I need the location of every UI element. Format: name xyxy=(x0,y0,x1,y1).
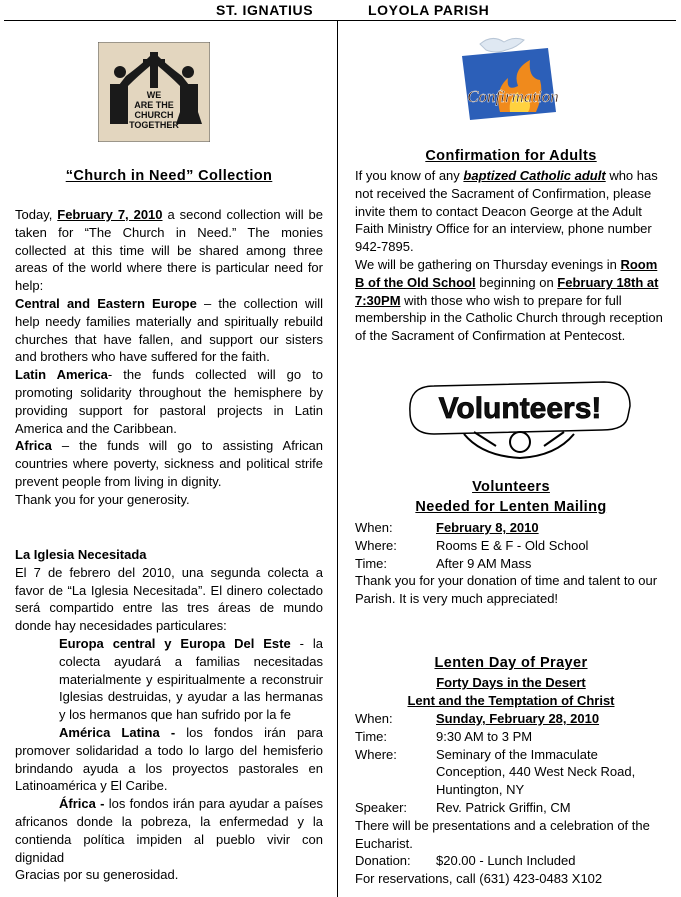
confirmation-paragraph-1 xyxy=(355,167,667,256)
intro-text-a: Today, xyxy=(15,207,58,222)
confirmation-logo xyxy=(440,34,582,124)
cee-text: – the collection will help needy families materially and spiritually rebuild churches that have fallen, and support our sisters and brothers who have suffered for the faith. xyxy=(15,295,324,365)
conf-p2-b: beginning on xyxy=(475,274,558,290)
cee-paragraph xyxy=(15,295,323,366)
europa-text: - la colecta ayudará a familias necesitadas materialmente y espiritualmente a reconstruir Iglesias destruidas, y ayudar a las hermanas y los hermanos que han sufrido por la fe xyxy=(59,635,324,723)
conf-p2-a: We will be gathering on Thursday evenings in xyxy=(355,256,621,272)
collection-date: February 7, 2010 xyxy=(57,207,163,222)
africa-text: – the funds will go to assisting African countries where poverty, sickness and political strife prevent people from living in dignity. xyxy=(15,438,323,489)
volunteers-time-value: After 9 AM Mass xyxy=(436,555,532,571)
baptized-adult: baptized Catholic adult xyxy=(463,168,606,183)
europa-paragraph xyxy=(15,635,323,724)
africa-es-text: los fondos irán para ayudar a países africanos donde la pobreza, la enfermedad y la contienda política impiden al pueblo vivir con dignidad xyxy=(15,796,323,865)
volunteers-where-value: Rooms E & F - Old School xyxy=(436,537,589,553)
volunteers-when-label: When: xyxy=(355,520,393,535)
lenten-donation-row xyxy=(355,852,667,870)
lenten-donation-value: $20.00 - Lunch Included xyxy=(436,853,576,869)
africa-es-label: África - xyxy=(59,796,105,812)
page-header xyxy=(0,0,681,20)
lenten-donation-label: Donation: xyxy=(355,853,411,869)
conf-p1-a: If you know of any xyxy=(355,168,464,183)
lenten-reservations: For reservations, call (631) 423-0483 X102 xyxy=(355,871,603,887)
meeting-room: Room B of the Old School xyxy=(355,256,658,290)
intro-text-b: a second collection will be taken for “The Church in Need.” The monies collected at this time will be shared among three areas of the world where there is particular need for help: xyxy=(15,207,323,294)
church-in-need-intro xyxy=(15,206,323,295)
volunteers-when-row xyxy=(355,519,667,537)
logo-line-3: CHURCH xyxy=(134,110,174,120)
lenten-where-label: Where: xyxy=(355,746,397,762)
confirmation-title: Confirmation for Adults xyxy=(425,148,597,164)
lenten-time-row xyxy=(355,728,667,746)
volunteers-time-label: Time: xyxy=(355,555,388,571)
logo-line-1: WE xyxy=(146,90,162,100)
latin-america-text: - the funds collected will go to promoting solidarity throughout the hemisphere by providing support for pastoral projects in Latin America and the Caribbean. xyxy=(15,367,323,436)
parish-name-left: ST. IGNATIUS xyxy=(216,2,314,18)
volunteers-details xyxy=(355,519,667,608)
iglesia-section xyxy=(15,546,323,884)
confirmation-logo-text: Confirmation xyxy=(467,87,559,106)
conf-p1-b: who has not received the Sacrament of Confirmation, please invite them to contact Deacon George at the Adult Faith Ministry Office for an interview, phone number 942-7895. xyxy=(355,168,658,255)
church-in-need-body xyxy=(15,206,323,509)
volunteers-logo xyxy=(404,372,636,460)
lenten-speaker-value: Rev. Patrick Griffin, CM xyxy=(436,799,571,815)
column-divider xyxy=(337,20,338,897)
volunteers-time-row xyxy=(355,555,667,573)
america-label: América Latina - xyxy=(59,724,176,740)
confirmation-body xyxy=(355,167,667,345)
lenten-details xyxy=(355,710,667,888)
lenten-time-value: 9:30 AM to 3 PM xyxy=(436,728,533,744)
logo-line-4: TOGETHER xyxy=(129,120,179,130)
header-rule xyxy=(4,20,676,21)
church-in-need-title: “Church in Need” Collection xyxy=(65,168,273,184)
europa-label: Europa central y Europa Del Este xyxy=(59,635,291,651)
cee-label: Central and Eastern Europe xyxy=(15,295,197,311)
africa-es-paragraph xyxy=(15,795,323,866)
lenten-when-label: When: xyxy=(355,711,393,726)
volunteers-logo-text: Volunteers! xyxy=(438,392,602,425)
thank-you-text: Thank you for your generosity. xyxy=(15,491,190,507)
lenten-speaker-label: Speaker: xyxy=(355,799,408,815)
america-text: los fondos irán para promover solidaridad a todo lo largo del hemisferio brindando ayuda a los proyectos pastorales en Latinoamérica y El Caribe. xyxy=(15,724,323,794)
africa-label: Africa xyxy=(15,438,52,454)
meeting-date: February 18th at 7:30PM xyxy=(355,274,659,308)
lenten-speaker-row xyxy=(355,799,667,817)
volunteers-title: Volunteers xyxy=(472,479,550,495)
church-together-logo xyxy=(98,42,210,142)
africa-paragraph xyxy=(15,437,323,490)
volunteers-where-label: Where: xyxy=(355,537,397,553)
iglesia-title: La Iglesia Necesitada xyxy=(15,547,147,562)
parish-name-right: LOYOLA PARISH xyxy=(368,2,490,18)
lenten-subtitle-1: Forty Days in the Desert xyxy=(436,675,586,690)
lenten-time-label: Time: xyxy=(355,728,388,744)
volunteers-where-row xyxy=(355,537,667,555)
volunteers-thanks: Thank you for your donation of time and talent to our Parish. It is very much appreciated! xyxy=(355,573,658,607)
conf-p2-c: with those who wish to prepare for full membership in the Catholic Church through reception of the Sacrament of Confirmation at Pentecost. xyxy=(355,292,663,344)
volunteers-when-value: February 8, 2010 xyxy=(436,520,539,535)
logo-line-2: ARE THE xyxy=(134,100,174,110)
lenten-where-row xyxy=(355,746,667,799)
lenten-when-value: Sunday, February 28, 2010 xyxy=(436,711,600,726)
lenten-presentations: There will be presentations and a celebration of the Eucharist. xyxy=(355,817,650,851)
america-paragraph xyxy=(15,724,323,795)
latin-america-paragraph xyxy=(15,366,323,437)
lenten-mailing-title: Needed for Lenten Mailing xyxy=(415,499,607,515)
lenten-when-row xyxy=(355,710,667,728)
gracias-text: Gracias por su generosidad. xyxy=(15,867,179,883)
iglesia-intro: El 7 de febrero del 2010, una segunda colecta a favor de “La Iglesia Necesitada”. El dinero colectado será compartido entre las tres áreas de mundo donde hay necesidades particulares: xyxy=(15,564,323,634)
lenten-where-value: Seminary of the Immaculate Conception, 440 West Neck Road, Huntington, NY xyxy=(436,746,636,798)
lenten-subtitle-2: Lent and the Temptation of Christ xyxy=(407,693,615,708)
confirmation-paragraph-2 xyxy=(355,256,667,345)
lenten-day-title: Lenten Day of Prayer xyxy=(434,655,588,671)
latin-america-label: Latin America xyxy=(15,367,108,383)
